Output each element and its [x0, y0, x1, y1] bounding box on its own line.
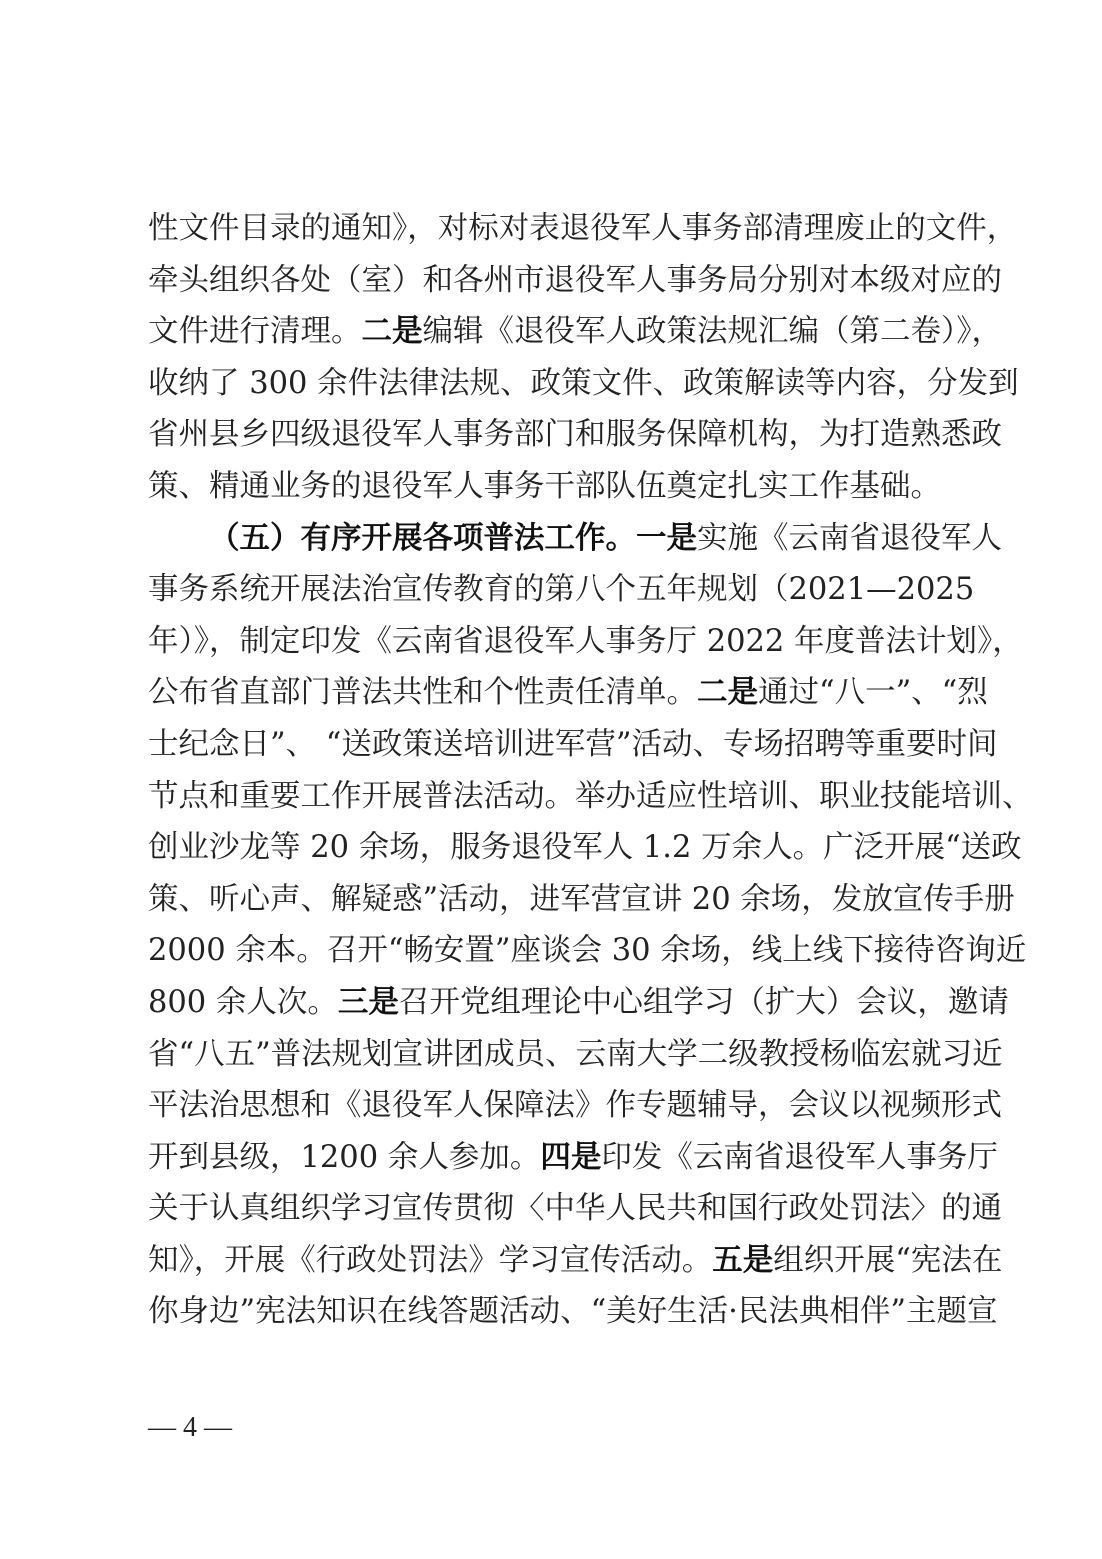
page-number: — 4 —: [148, 1412, 232, 1443]
text-line: [148, 1286, 998, 1338]
text-line: [148, 616, 1023, 668]
text-segment: 2000 余本。召开“畅安置”座谈会 30 余场，线上线下接待咨询近: [148, 933, 1027, 969]
text-line: [148, 255, 1002, 307]
text-line: [148, 1183, 1002, 1235]
text-line: [148, 203, 1018, 255]
text-segment: 策、听心声、解疑惑”活动，进军营宣讲 20 余场，发放宣传手册: [148, 881, 1015, 917]
text-segment: 通过“八一”、“烈: [758, 675, 988, 711]
text-segment: 士纪念日”、 “送政策送培训进军营”活动、专场招聘等重要时间: [148, 726, 998, 762]
text-segment: 组织开展“宪法在: [773, 1242, 1003, 1278]
text-segment: 实施《云南省退役军人: [697, 520, 1002, 556]
text-segment: 省州县乡四级退役军人事务部门和服务保障机构，为打造熟悉政: [148, 417, 1002, 453]
text-segment: 性文件目录的通知》，对标对表退役军人事务部清理废止的文件，: [148, 211, 1018, 246]
text-line: [148, 409, 1002, 461]
text-line: [148, 513, 1002, 565]
text-line: [148, 564, 975, 616]
text-line: [148, 667, 988, 719]
text-line: [148, 1235, 1003, 1287]
text-segment: 你身边”宪法知识在线答题活动、“美好生活·民法典相伴”主题宣: [148, 1294, 998, 1330]
text-line: [148, 306, 1002, 358]
text-line: [148, 822, 1022, 874]
text-line: [148, 1029, 1003, 1081]
text-line: [148, 977, 1009, 1029]
text-line: [148, 1080, 1002, 1132]
text-line: [148, 925, 1027, 977]
text-segment: 关于认真组织学习宣传贯彻〈中华人民共和国行政处罚法〉的通: [148, 1191, 1002, 1227]
text-segment: 编辑《退役军人政策法规汇编（第二卷）》，: [422, 314, 1002, 350]
text-segment: 收纳了 300 余件法律法规、政策文件、政策解读等内容，分发到: [148, 365, 1019, 401]
text-segment: 召开党组理论中心组学习（扩大）会议，邀请: [398, 984, 1009, 1020]
text-segment: 事务系统开展法治宣传教育的第八个五年规划（2021—2025: [148, 572, 975, 608]
text-segment: 知》，开展《行政处罚法》学习宣传活动。: [148, 1242, 713, 1278]
text-segment: 开到县级，1200 余人参加。: [148, 1139, 541, 1175]
bold-text-segment: 二是: [361, 313, 423, 350]
text-line: [148, 461, 966, 513]
bold-text-segment: 三是: [337, 983, 399, 1020]
bold-text-segment: 四是: [540, 1138, 602, 1175]
text-segment: 印发《云南省退役军人事务厅: [601, 1139, 998, 1175]
text-line: [148, 358, 1019, 410]
text-segment: 策、精通业务的退役军人事务干部队伍奠定扎实工作基础。: [148, 468, 941, 504]
text-segment: 省“八五”普法规划宣讲团成员、云南大学二级教授杨临宏就习近: [148, 1036, 1003, 1072]
text-segment: 创业沙龙等 20 余场，服务退役军人 1.2 万余人。广泛开展“送政: [148, 830, 1022, 866]
text-segment: 节点和重要工作开展普法活动。举办适应性培训、职业技能培训、: [148, 778, 1033, 814]
text-segment: 公布省直部门普法共性和个性责任清单。: [148, 675, 697, 711]
text-segment: 年）》，制定印发《云南省退役军人事务厅 2022 年度普法计划》，: [148, 623, 1023, 659]
text-line: [148, 771, 1033, 823]
text-segment: 平法治思想和《退役军人保障法》作专题辅导，会议以视频形式: [148, 1088, 1002, 1124]
bold-text-segment: 二是: [697, 674, 758, 711]
text-line: [148, 1132, 998, 1184]
text-segment: 牵头组织各处（室）和各州市退役军人事务局分别对本级对应的: [148, 262, 1002, 298]
text-line: [148, 874, 1015, 926]
text-segment: 800 余人次。: [148, 984, 338, 1020]
bold-text-segment: （五）有序开展各项普法工作。一是: [209, 519, 697, 556]
bold-text-segment: 五是: [712, 1241, 774, 1278]
body-text: [148, 203, 1033, 1338]
text-segment: 文件进行清理。: [148, 314, 362, 350]
text-line: [148, 719, 998, 771]
